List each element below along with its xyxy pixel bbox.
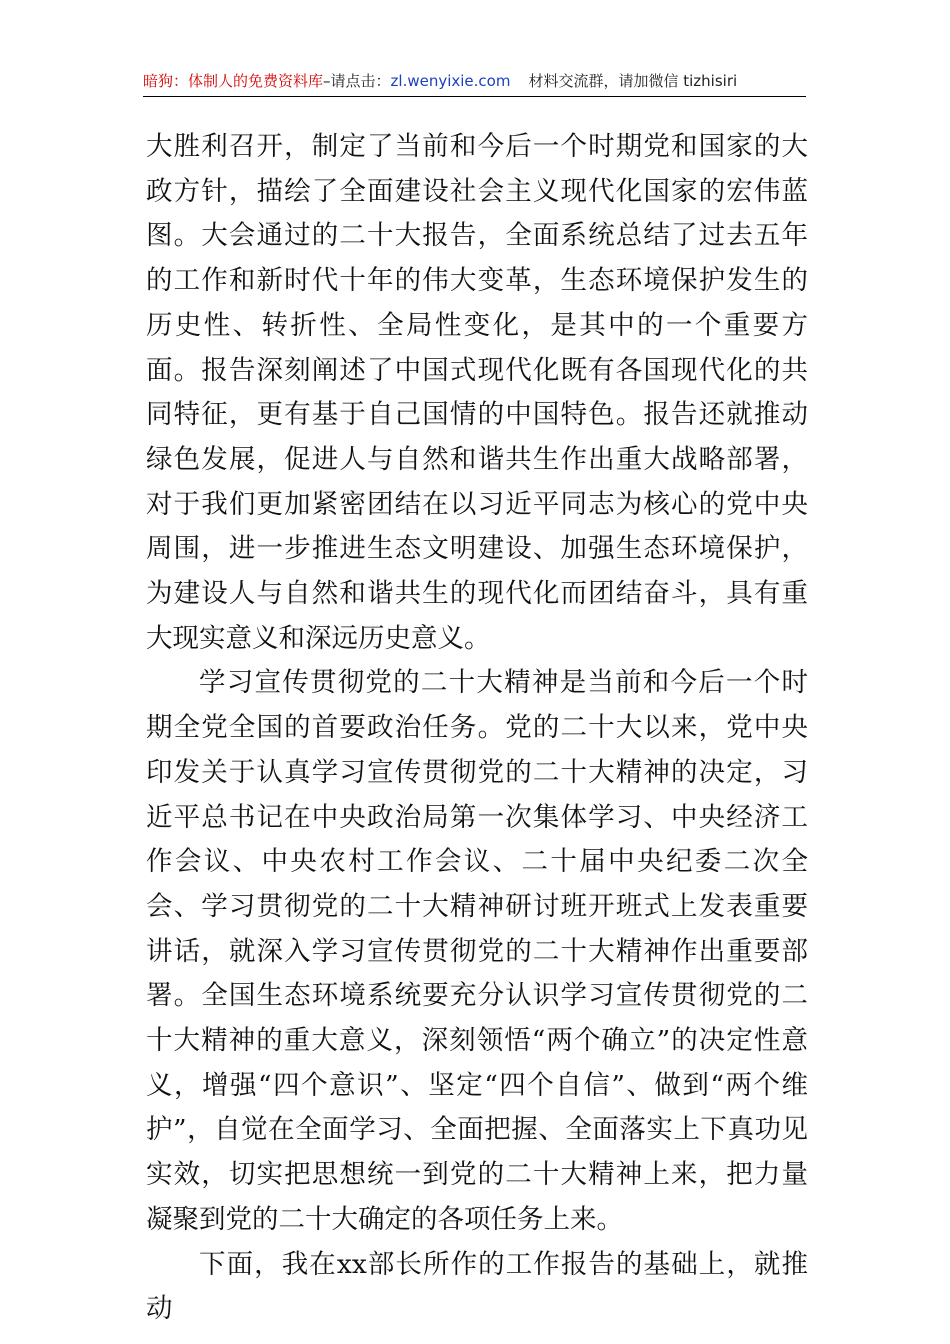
paragraph-continued: 大胜利召开，制定了当前和今后一个时期党和国家的大政方针，描绘了全面建设社会主义现代化国家的宏伟蓝图。大会通过的二十大报告，全面系统总结了过去五年的工作和新时代十年的伟大变革，生态环境保护发生的历史性、转折性、全局性变化，是其中的一个重要方面。报告深刻阐述了中国式现代化既有各国现代化的共同特征，更有基于自己国情的中国特色。报告还就推动绿色发展，促进人与自然和谐共生作出重大战略部署，对于我们更加紧密团结在以习近平同志为核心的党中央周围，进一步推进生态文明建设、加强生态环境保护，为建设人与自然和谐共生的现代化而团结奋斗，具有重大现实意义和深远历史意义。 <box>146 131 808 654</box>
page-header <box>143 66 806 96</box>
header-wechat-note: 材料交流群，请加微信 tizhisiri <box>528 72 738 90</box>
header-site-name: 暗狗：体制人的免费资料库 <box>143 72 324 90</box>
header-click-prompt: –请点击： <box>323 72 391 90</box>
header-divider <box>143 96 806 97</box>
paragraph: 学习宣传贯彻党的二十大精神是当前和今后一个时期全党全国的首要政治任务。党的二十大以来，党中央印发关于认真学习宣传贯彻党的二十大精神的决定，习近平总书记在中央政治局第一次集体学习、中央经济工作会议、中央农村工作会议、二十届中央纪委二次全会、学习贯彻党的二十大精神研讨班开班式上发表重要讲话，就深入学习宣传贯彻党的二十大精神作出重要部署。全国生态环境系统要充分认识学习宣传贯彻党的二十大精神的重大意义，深刻领悟“两个确立”的决定性意义，增强“四个意识”、坚定“四个自信”、做到“两个维护”，自觉在全面学习、全面把握、全面落实上下真功见实效，切实把思想统一到党的二十大精神上来，把力量凝聚到党的二十大确定的各项任务上来。 <box>146 667 808 1235</box>
header-url-link[interactable]: zl.wenyixie.com <box>390 72 511 90</box>
paragraph: 下面，我在xx部长所作的工作报告的基础上，就推动 <box>146 1248 808 1325</box>
document-body <box>146 125 808 1332</box>
